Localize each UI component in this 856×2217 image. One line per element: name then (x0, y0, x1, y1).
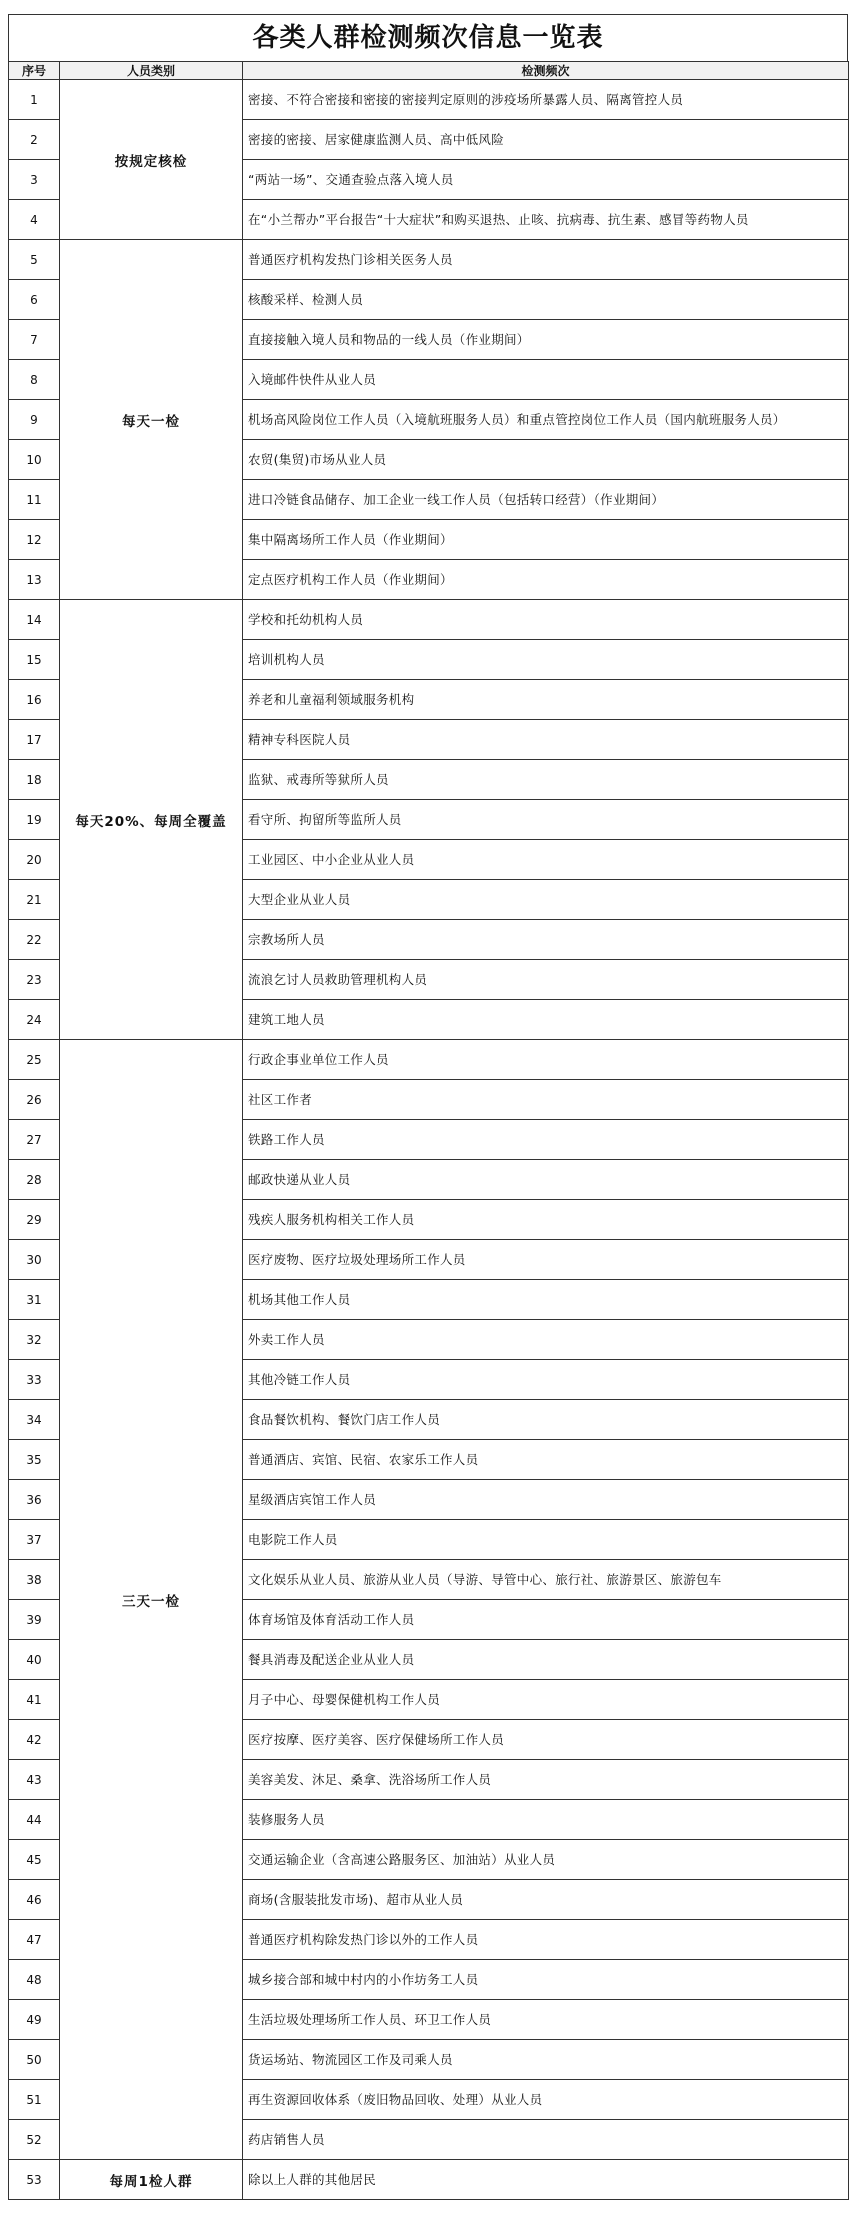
row-number: 29 (9, 1200, 60, 1240)
row-number: 33 (9, 1360, 60, 1400)
row-number: 47 (9, 1920, 60, 1960)
row-number: 19 (9, 800, 60, 840)
table-row (9, 240, 849, 280)
row-number: 32 (9, 1320, 60, 1360)
frequency-text: 普通医疗机构发热门诊相关医务人员 (243, 240, 849, 280)
frequency-text: 除以上人群的其他居民 (243, 2160, 849, 2200)
header-row (9, 62, 849, 80)
frequency-text: 监狱、戒毒所等狱所人员 (243, 760, 849, 800)
frequency-text: 密接、不符合密接和密接的密接判定原则的涉疫场所暴露人员、隔离管控人员 (243, 80, 849, 120)
frequency-text: 其他冷链工作人员 (243, 1360, 849, 1400)
frequency-text: 流浪乞讨人员救助管理机构人员 (243, 960, 849, 1000)
header-category: 人员类别 (60, 62, 243, 80)
frequency-text: 社区工作者 (243, 1080, 849, 1120)
header-frequency: 检测频次 (243, 62, 849, 80)
frequency-text: 餐具消毒及配送企业从业人员 (243, 1640, 849, 1680)
frequency-text: 直接接触入境人员和物品的一线人员（作业期间） (243, 320, 849, 360)
frequency-text: 大型企业从业人员 (243, 880, 849, 920)
frequency-text: 密接的密接、居家健康监测人员、高中低风险 (243, 120, 849, 160)
row-number: 2 (9, 120, 60, 160)
row-number: 45 (9, 1840, 60, 1880)
row-number: 38 (9, 1560, 60, 1600)
row-number: 23 (9, 960, 60, 1000)
row-number: 4 (9, 200, 60, 240)
row-number: 43 (9, 1760, 60, 1800)
frequency-text: 外卖工作人员 (243, 1320, 849, 1360)
row-number: 44 (9, 1800, 60, 1840)
frequency-text: 再生资源回收体系（废旧物品回收、处理）从业人员 (243, 2080, 849, 2120)
row-number: 17 (9, 720, 60, 760)
row-number: 37 (9, 1520, 60, 1560)
row-number: 42 (9, 1720, 60, 1760)
frequency-text: “两站一场”、交通查验点落入境人员 (243, 160, 849, 200)
row-number: 14 (9, 600, 60, 640)
frequency-text-clipped: 文化娱乐从业人员、旅游从业人员（导游、导管中心、旅行社、旅游景区、旅游包车 (248, 1571, 722, 1587)
row-number: 46 (9, 1880, 60, 1920)
table-row (9, 1040, 849, 1080)
row-number: 21 (9, 880, 60, 920)
frequency-text: 美容美发、沐足、桑拿、洗浴场所工作人员 (243, 1760, 849, 1800)
frequency-text: 普通医疗机构除发热门诊以外的工作人员 (243, 1920, 849, 1960)
row-number: 36 (9, 1480, 60, 1520)
row-number: 22 (9, 920, 60, 960)
table-body (9, 80, 849, 2200)
frequency-text: 月子中心、母婴保健机构工作人员 (243, 1680, 849, 1720)
row-number: 52 (9, 2120, 60, 2160)
table-row (9, 2160, 849, 2200)
row-number: 25 (9, 1040, 60, 1080)
frequency-text: 货运场站、物流园区工作及司乘人员 (243, 2040, 849, 2080)
frequency-text: 体育场馆及体育活动工作人员 (243, 1600, 849, 1640)
row-number: 5 (9, 240, 60, 280)
frequency-text: 铁路工作人员 (243, 1120, 849, 1160)
spreadsheet (8, 14, 848, 2200)
frequency-text: 医疗废物、医疗垃圾处理场所工作人员 (243, 1240, 849, 1280)
table-row (9, 600, 849, 640)
frequency-table (8, 61, 849, 2200)
frequency-text: 培训机构人员 (243, 640, 849, 680)
row-number: 30 (9, 1240, 60, 1280)
frequency-text: 建筑工地人员 (243, 1000, 849, 1040)
category-cell: 每周1检人群 (60, 2160, 243, 2200)
frequency-text: 电影院工作人员 (243, 1520, 849, 1560)
row-number: 13 (9, 560, 60, 600)
frequency-text: 邮政快递从业人员 (243, 1160, 849, 1200)
frequency-text: 核酸采样、检测人员 (243, 280, 849, 320)
row-number: 48 (9, 1960, 60, 2000)
category-cell: 每天20%、每周全覆盖 (60, 600, 243, 1040)
frequency-text: 行政企事业单位工作人员 (243, 1040, 849, 1080)
row-number: 9 (9, 400, 60, 440)
frequency-text: 在“小兰帮办”平台报告“十大症状”和购买退热、止咳、抗病毒、抗生素、感冒等药物人员 (243, 200, 849, 240)
frequency-text: 残疾人服务机构相关工作人员 (243, 1200, 849, 1240)
frequency-text: 普通酒店、宾馆、民宿、农家乐工作人员 (243, 1440, 849, 1480)
row-number: 53 (9, 2160, 60, 2200)
frequency-text: 机场高风险岗位工作人员（入境航班服务人员）和重点管控岗位工作人员（国内航班服务人员） (243, 400, 849, 440)
row-number: 31 (9, 1280, 60, 1320)
frequency-text (243, 1560, 849, 1600)
row-number: 15 (9, 640, 60, 680)
frequency-text: 机场其他工作人员 (243, 1280, 849, 1320)
frequency-text: 食品餐饮机构、餐饮门店工作人员 (243, 1400, 849, 1440)
row-number: 41 (9, 1680, 60, 1720)
row-number: 20 (9, 840, 60, 880)
frequency-text: 装修服务人员 (243, 1800, 849, 1840)
frequency-text: 看守所、拘留所等监所人员 (243, 800, 849, 840)
row-number: 3 (9, 160, 60, 200)
table-row (9, 80, 849, 120)
frequency-text: 定点医疗机构工作人员（作业期间） (243, 560, 849, 600)
frequency-text: 养老和儿童福利领域服务机构 (243, 680, 849, 720)
page-title: 各类人群检测频次信息一览表 (8, 14, 848, 61)
frequency-text: 城乡接合部和城中村内的小作坊务工人员 (243, 1960, 849, 2000)
frequency-text: 商场(含服装批发市场)、超市从业人员 (243, 1880, 849, 1920)
category-cell: 按规定核检 (60, 80, 243, 240)
frequency-text: 学校和托幼机构人员 (243, 600, 849, 640)
row-number: 12 (9, 520, 60, 560)
row-number: 28 (9, 1160, 60, 1200)
row-number: 50 (9, 2040, 60, 2080)
row-number: 8 (9, 360, 60, 400)
category-cell: 三天一检 (60, 1040, 243, 2160)
row-number: 34 (9, 1400, 60, 1440)
row-number: 27 (9, 1120, 60, 1160)
category-cell: 每天一检 (60, 240, 243, 600)
row-number: 6 (9, 280, 60, 320)
frequency-text: 药店销售人员 (243, 2120, 849, 2160)
row-number: 39 (9, 1600, 60, 1640)
row-number: 24 (9, 1000, 60, 1040)
frequency-text: 星级酒店宾馆工作人员 (243, 1480, 849, 1520)
frequency-text: 进口冷链食品储存、加工企业一线工作人员（包括转口经营）（作业期间） (243, 480, 849, 520)
row-number: 16 (9, 680, 60, 720)
row-number: 49 (9, 2000, 60, 2040)
row-number: 40 (9, 1640, 60, 1680)
row-number: 35 (9, 1440, 60, 1480)
row-number: 18 (9, 760, 60, 800)
frequency-text: 医疗按摩、医疗美容、医疗保健场所工作人员 (243, 1720, 849, 1760)
row-number: 7 (9, 320, 60, 360)
frequency-text: 生活垃圾处理场所工作人员、环卫工作人员 (243, 2000, 849, 2040)
frequency-text: 工业园区、中小企业从业人员 (243, 840, 849, 880)
frequency-text: 农贸(集贸)市场从业人员 (243, 440, 849, 480)
frequency-text: 集中隔离场所工作人员（作业期间） (243, 520, 849, 560)
header-seq: 序号 (9, 62, 60, 80)
frequency-text: 宗教场所人员 (243, 920, 849, 960)
row-number: 51 (9, 2080, 60, 2120)
row-number: 26 (9, 1080, 60, 1120)
frequency-text: 交通运输企业（含高速公路服务区、加油站）从业人员 (243, 1840, 849, 1880)
frequency-text: 入境邮件快件从业人员 (243, 360, 849, 400)
row-number: 1 (9, 80, 60, 120)
frequency-text: 精神专科医院人员 (243, 720, 849, 760)
row-number: 11 (9, 480, 60, 520)
row-number: 10 (9, 440, 60, 480)
